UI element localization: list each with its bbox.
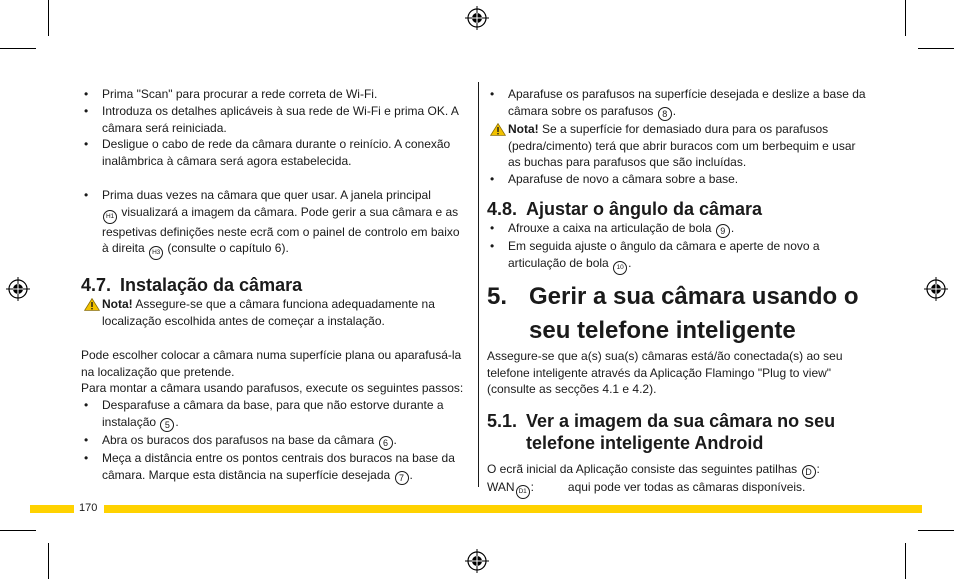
paragraph: O ecrã inicial da Aplicação consiste das seguintes patilhas D : <box>487 462 820 478</box>
warning-icon <box>490 123 506 136</box>
crop-mark <box>905 0 906 36</box>
list-item: • Meça a distância entre os pontos centrais dos buracos na base da câmara. Marque esta distância na superfície desejada 7 . <box>81 450 469 485</box>
list-item: • Afrouxe a caixa na articulação de bola 9 . <box>487 220 871 238</box>
list-item: • Prima duas vezes na câmara que quer usar. A janela principal H1 visualizará a imagem da câmara. Pode gerir a sua câmara e as respetivas definições neste ecrã com o painel de controlo em baixo à direita H3 (consulte o capítulo 6). <box>81 187 469 261</box>
marker-d1: D1 <box>516 485 530 499</box>
warning-icon <box>84 298 100 311</box>
list-item: • Em seguida ajuste o ângulo da câmara e aperte de novo a articulação de bola 10 . <box>487 238 871 275</box>
marker-9: 9 <box>716 224 730 238</box>
screw-list <box>487 86 871 121</box>
marker-10: 10 <box>613 261 627 275</box>
crop-mark <box>0 48 36 49</box>
wifi-steps-list <box>81 86 469 170</box>
marker-h1: H1 <box>103 210 117 224</box>
paragraph: Pode escolher colocar a câmara numa superfície plana ou aparafusá-la na localização que pretende. <box>81 347 462 379</box>
note-4-7: Nota! Assegure-se que a câmara funciona adequadamente na localização escolhida antes de começar a instalação. <box>81 296 469 330</box>
list-item: • Aparafuse os parafusos na superfície desejada e deslize a base da câmara sobre os parafusos 8 . <box>487 86 871 121</box>
crop-mark <box>918 530 954 531</box>
section-heading-5-1: 5.1. Ver a imagem da sua câmara no seu telefone inteligente Android <box>487 411 836 454</box>
marker-7: 7 <box>395 471 409 485</box>
list-item: • Aparafuse de novo a câmara sobre a base. <box>487 171 871 188</box>
list-item: • Desparafuse a câmara da base, para que não estorve durante a instalação 5 . <box>81 397 469 432</box>
marker-8: 8 <box>658 107 672 121</box>
column-divider <box>478 82 479 487</box>
registration-mark-icon <box>924 277 948 301</box>
crop-mark <box>0 530 36 531</box>
footer-bar <box>30 505 74 513</box>
registration-mark-icon <box>465 549 489 573</box>
crop-mark <box>918 48 954 49</box>
section-heading-4-8: 4.8. Ajustar o ângulo da câmara <box>487 198 763 219</box>
mounting-steps-list <box>81 397 469 485</box>
wan-row: WAN D1 : aqui pode ver todas as câmaras disponíveis. <box>487 479 871 499</box>
crop-mark <box>48 543 49 579</box>
footer-bar <box>104 505 922 513</box>
page-number: 170 <box>76 501 100 515</box>
marker-h3: H3 <box>149 246 163 260</box>
marker-5: 5 <box>160 418 174 432</box>
paragraph: Para montar a câmara usando parafusos, execute os seguintes passos: <box>81 381 464 396</box>
section-heading-4-7: 4.7. Instalação da câmara <box>81 275 303 296</box>
reattach-list <box>487 171 871 188</box>
note-surface: Nota! Se a superfície for demasiado dura para os parafusos (pedra/cimento) terá que abrir buracos com um berbequim e usar as buchas para parafusos que são incluídas. <box>487 121 871 171</box>
list-item: • Prima "Scan" para procurar a rede correta de Wi-Fi. <box>81 86 469 103</box>
list-item: • Abra os buracos dos parafusos na base da câmara 6 . <box>81 432 469 450</box>
main-window-list <box>81 187 469 261</box>
paragraph: Assegure-se que a(s) sua(s) câmaras está/ão conectada(s) ao seu telefone inteligente através da Aplicação Flamingo "Plug to view" (consulte as secções 4.1 e 4.2). <box>487 348 843 397</box>
left-column <box>81 86 469 485</box>
crop-mark <box>905 543 906 579</box>
chapter-heading-5: 5. Gerir a sua câmara usando o seu telefone inteligente <box>487 282 859 344</box>
registration-mark-icon <box>465 6 489 30</box>
crop-mark <box>48 0 49 36</box>
right-column <box>487 86 871 499</box>
angle-list <box>487 220 871 275</box>
list-item: • Introduza os detalhes aplicáveis à sua rede de Wi-Fi e prima OK. A câmara será reiniciada. <box>81 103 469 137</box>
registration-mark-icon <box>6 277 30 301</box>
list-item: • Desligue o cabo de rede da câmara durante o reinício. A conexão inalâmbrica à câmara será agora estabelecida. <box>81 136 469 170</box>
marker-d: D <box>802 465 816 479</box>
marker-6: 6 <box>379 436 393 450</box>
